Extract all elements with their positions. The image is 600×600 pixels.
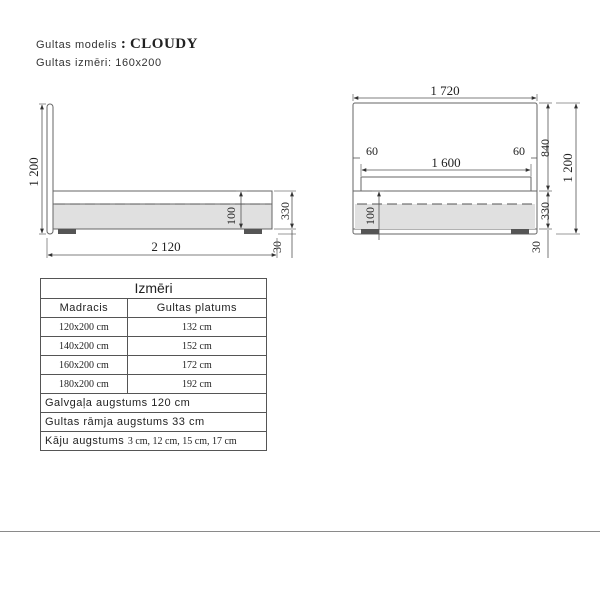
side-view [26,104,296,258]
front-height-dim: 1 200 [560,153,575,183]
side-headboard-dim: 1 200 [26,157,41,187]
side-leg-left [58,229,76,234]
size-separator: : [107,57,112,69]
front-leg-dim: 30 [529,241,543,253]
model-label: Gultas modelis [36,39,118,51]
bed-width: 192 cm [127,375,266,394]
sizes-table [40,278,267,451]
front-leg-right [511,229,529,234]
side-mattress-dim: 100 [224,207,238,225]
model-separator: : [120,36,127,52]
leg-height-label: Kāju augstums [45,434,125,447]
table-row [41,318,267,337]
header-bed-width: Gultas platums [127,299,266,318]
table-row [41,337,267,356]
front-width-dim: 1 720 [430,83,460,98]
leg-height-note [41,432,267,451]
mattress-size: 180x200 cm [41,375,128,394]
side-length-dim: 2 120 [151,239,181,254]
front-frame-dim: 330 [538,202,552,220]
side-headboard [47,104,53,234]
front-top-dim: 840 [538,139,552,157]
bed-width: 132 cm [127,318,266,337]
bed-width: 172 cm [127,356,266,375]
leg-height-values: 3 cm, 12 cm, 15 cm, 17 cm [127,435,237,447]
bed-width: 152 cm [127,337,266,356]
divider-line [0,531,600,532]
table-row [41,356,267,375]
side-mattress [53,191,272,204]
front-inner-width-dim: 1 600 [431,155,461,170]
frame-height-note: Gultas rāmja augstums 33 cm [41,413,267,432]
table-title: Izmēri [41,279,267,299]
mattress-size: 160x200 cm [41,356,128,375]
table-row [41,375,267,394]
front-left-margin-dim: 60 [366,144,378,158]
mattress-size: 120x200 cm [41,318,128,337]
side-leg-right [244,229,262,234]
front-right-margin-dim: 60 [513,144,525,158]
size-label: Gultas izmēri [36,57,108,69]
mattress-size: 140x200 cm [41,337,128,356]
header-mattress: Madracis [41,299,128,318]
front-view [353,83,580,258]
front-mattress-dim: 100 [363,207,377,225]
headboard-height-note: Galvgaļa augstums 120 cm [41,394,267,413]
side-frame [53,204,272,229]
side-frame-dim: 330 [278,202,292,220]
side-leg-dim: 30 [270,241,284,253]
model-name: CLOUDY [129,36,198,52]
front-leg-left [361,229,379,234]
size-value: 160x200 [115,57,162,69]
front-mattress [361,177,531,191]
front-frame-panel [355,204,535,229]
